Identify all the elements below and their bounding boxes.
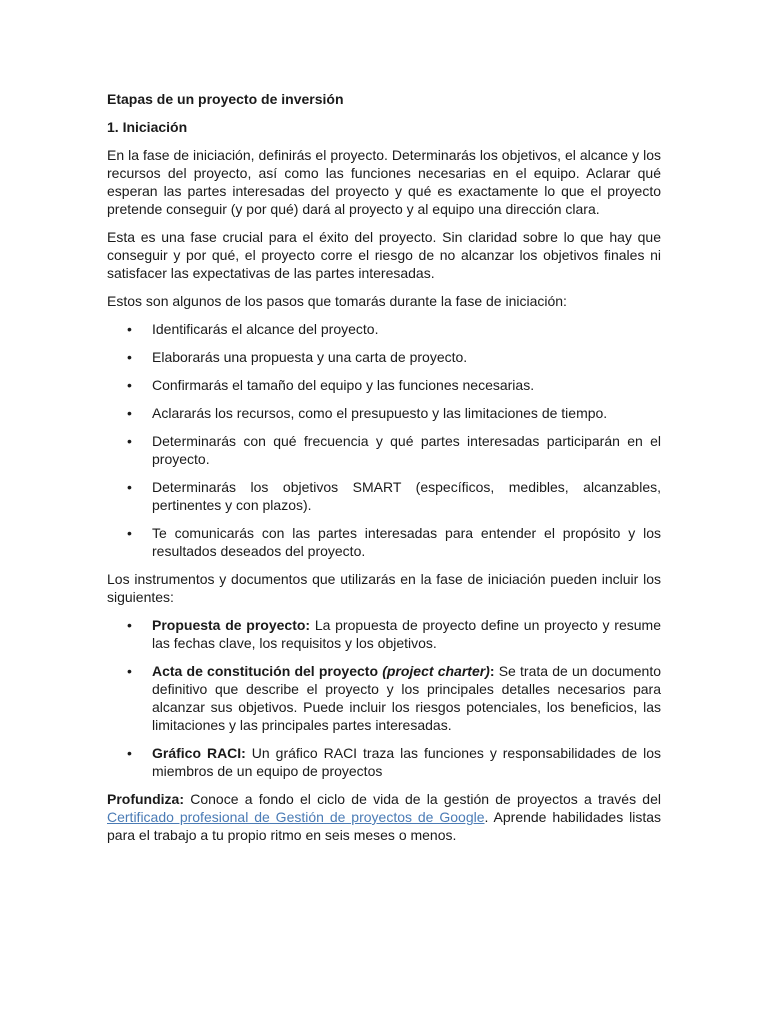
section-heading: 1. Iniciación [107, 119, 188, 135]
closing-text-after-link: . Aprende habilidades listas para el trabajo a tu propio ritmo en seis meses o menos. [107, 809, 661, 843]
bullet-icon: • [127, 349, 132, 365]
charter-term: Acta de constitución del proyecto [152, 663, 383, 679]
list-item-charter [107, 662, 661, 734]
proposal-term: Propuesta de proyecto: [152, 617, 311, 633]
list-item-text: Identificarás el alcance del proyecto. [152, 321, 379, 337]
bullet-icon: • [127, 745, 132, 761]
steps-intro-paragraph: Estos son algunos de los pasos que tomarás durante la fase de iniciación: [107, 293, 567, 309]
list-item-text: Determinarás con qué frecuencia y qué partes interesadas participarán en el proyecto. [152, 433, 661, 467]
list-item [107, 376, 661, 394]
importance-paragraph: Esta es una fase crucial para el éxito del proyecto. Sin claridad sobre lo que hay que conseguir y por qué, el proyecto corre el riesgo de no alcanzar los objetivos finales ni satisfacer las expectativas de las partes interesadas. [107, 229, 661, 281]
charter-term-english: (project charter) [382, 663, 490, 679]
proposal-description: La propuesta de proyecto define un proyecto y resume las fechas clave, los requisitos y los objetivos. [152, 617, 661, 651]
bullet-icon: • [127, 663, 132, 679]
bullet-icon: • [127, 617, 132, 633]
document-body [107, 90, 661, 854]
list-item-raci [107, 744, 661, 780]
list-item-proposal [107, 616, 661, 652]
closing-paragraph [107, 790, 661, 844]
bullet-icon: • [127, 321, 132, 337]
closing-text-before-link: Conoce a fondo el ciclo de vida de la gestión de proyectos a través del [184, 791, 661, 807]
bullet-icon: • [127, 377, 132, 393]
list-item [107, 524, 661, 560]
instruments-intro-paragraph: Los instrumentos y documentos que utilizarás en la fase de iniciación pueden incluir los siguientes: [107, 571, 661, 605]
instruments-list [107, 616, 661, 780]
document-title: Etapas de un proyecto de inversión [107, 91, 344, 107]
list-item-text: Determinarás los objetivos SMART (específicos, medibles, alcanzables, pertinentes y con plazos). [152, 479, 661, 513]
list-item [107, 432, 661, 468]
steps-list [107, 320, 661, 560]
raci-term: Gráfico RACI: [152, 745, 246, 761]
list-item-text: Aclararás los recursos, como el presupuesto y las limitaciones de tiempo. [152, 405, 608, 421]
closing-term: Profundiza: [107, 791, 184, 807]
list-item [107, 348, 661, 366]
intro-paragraph: En la fase de iniciación, definirás el proyecto. Determinarás los objetivos, el alcance y los recursos del proyecto, así como las funciones necesarias en el equipo. Aclarar qué esperan las partes interesadas del proyecto y qué es exactamente lo que el proyecto pretende conseguir (y por qué) dará al proyecto y al equipo una dirección clara. [107, 147, 661, 217]
bullet-icon: • [127, 405, 132, 421]
charter-colon: : [489, 663, 495, 679]
bullet-icon: • [127, 433, 132, 449]
raci-description: Un gráfico RACI traza las funciones y responsabilidades de los miembros de un equipo de proyectos [152, 745, 661, 779]
certificate-link[interactable]: Certificado profesional de Gestión de proyectos de Google [107, 809, 485, 825]
bullet-icon: • [127, 479, 132, 495]
list-item [107, 478, 661, 514]
list-item [107, 404, 661, 422]
list-item-text: Confirmarás el tamaño del equipo y las funciones necesarias. [152, 377, 535, 393]
list-item [107, 320, 661, 338]
bullet-icon: • [127, 525, 132, 541]
list-item-text: Elaborarás una propuesta y una carta de proyecto. [152, 349, 468, 365]
list-item-text: Te comunicarás con las partes interesadas para entender el propósito y los resultados deseados del proyecto. [152, 525, 661, 559]
charter-description: Se trata de un documento definitivo que describe el proyecto y los principales detalles necesarios para alcanzar sus objetivos. Puede incluir los riesgos potenciales, los beneficios, las limitaciones y las principales partes interesadas. [152, 663, 661, 733]
